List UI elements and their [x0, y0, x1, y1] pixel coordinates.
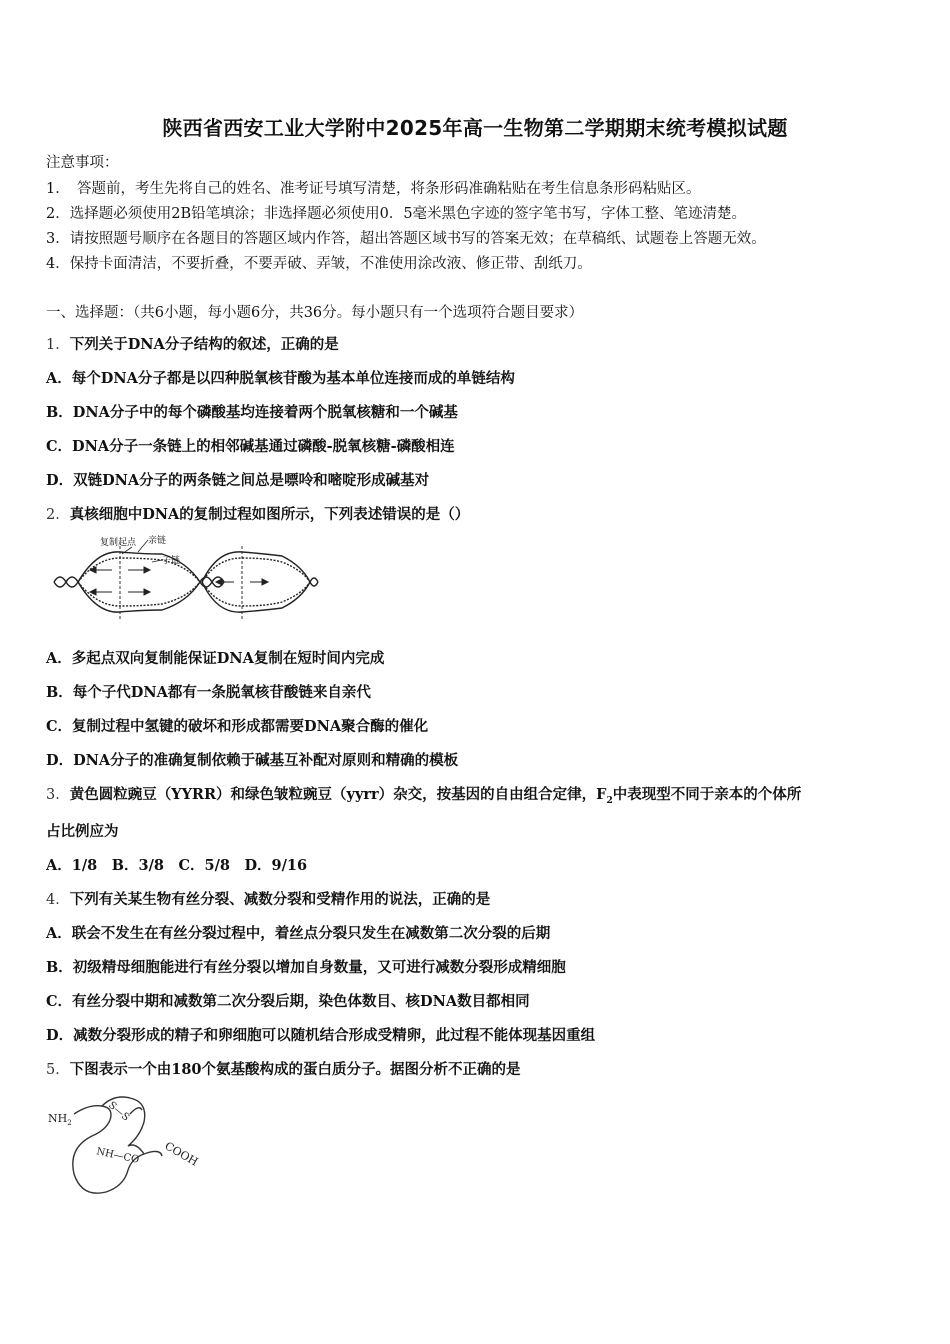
question-5-stem [46, 1058, 521, 1079]
option-d: D．双链DNA分子的两条链之间总是嘌呤和嘧啶形成碱基对 [46, 472, 430, 489]
question-text: 下图表示一个由180个氨基酸构成的蛋白质分子。据图分析不正确的是 [69, 1061, 521, 1078]
question-number: 3． [46, 787, 70, 803]
option-d: D．DNA分子的准确复制依赖于碱基互补配对原则和精确的模板 [46, 752, 459, 769]
page-title: 陕西省西安工业大学附中2025年高一生物第二学期期末统考模拟试题 [162, 116, 788, 140]
option-b: B．初级精母细胞能进行有丝分裂以增加自身数量，又可进行减数分裂形成精细胞 [46, 959, 566, 976]
question-3-stem [46, 783, 801, 806]
subscript: 2 [606, 795, 613, 806]
question-text: 中表现型不同于亲本的个体所 [612, 786, 802, 803]
cooh-label: COOH [162, 1139, 201, 1169]
option-a: A．多起点双向复制能保证DNA复制在短时间内完成 [46, 650, 385, 667]
question-text: 真核细胞中DNA的复制过程如图所示，下列表述错误的是（） [69, 506, 470, 523]
question-text: 黄色圆粒豌豆（YYRR）和绿色皱粒豌豆（yyrr）杂交，按基因的自由组合定律，F [69, 786, 607, 803]
question-3-stem-cont: 占比例应为 [46, 823, 119, 840]
disulfide-bond-label: S—S [106, 1099, 132, 1124]
question-number: 4． [46, 892, 70, 908]
question-2-stem [46, 503, 469, 524]
dna-replication-figure [52, 532, 322, 632]
figure-label-origin: 复制起点 [100, 538, 137, 548]
options-line: A．1/8 B．3/8 C．5/8 D．9/16 [46, 857, 308, 874]
protein-molecule-figure [44, 1092, 214, 1204]
question-1-stem [46, 333, 339, 354]
option-c: C．复制过程中氢键的破坏和形成都需要DNA聚合酶的催化 [46, 718, 429, 735]
question-number: 1． [46, 337, 70, 353]
notice-heading: 注意事项： [46, 155, 119, 171]
section-heading: 一、选择题：（共6小题，每小题6分，共36分。每小题只有一个选项符合题目要求） [46, 305, 584, 321]
option-b: B．每个子代DNA都有一条脱氧核苷酸链来自亲代 [46, 684, 371, 701]
peptide-bond-label: NH—CO [95, 1146, 141, 1166]
figure-label-parent-strand: 亲链 [148, 536, 167, 546]
question-text: 下列关于DNA分子结构的叙述，正确的是 [69, 336, 339, 353]
notice-item: 4．保持卡面清洁，不要折叠，不要弄破、弄皱，不准使用涂改液、修正带、刮纸刀。 [46, 256, 592, 272]
question-number: 5． [46, 1062, 70, 1078]
option-a: A．联会不发生在有丝分裂过程中，着丝点分裂只发生在减数第二次分裂的后期 [46, 925, 551, 942]
option-c: C．有丝分裂中期和减数第二次分裂后期，染色体数目、核DNA数目都相同 [46, 993, 530, 1010]
question-number: 2． [46, 507, 70, 523]
nh2-label: $NH_2$ [48, 1112, 72, 1127]
notice-item: 1． 答题前，考生先将自己的姓名、准考证号填写清楚，将条形码准确粘贴在考生信息条形码粘贴区。 [46, 181, 701, 197]
option-a: A．每个DNA分子都是以四种脱氧核苷酸为基本单位连接而成的单链结构 [46, 370, 515, 387]
notice-item: 3．请按照题号顺序在各题目的答题区域内作答，超出答题区域书写的答案无效；在草稿纸、试题卷上答题无效。 [46, 231, 766, 247]
option-b: B．DNA分子中的每个磷酸基均连接着两个脱氧核糖和一个碱基 [46, 404, 458, 421]
question-4-stem [46, 888, 490, 909]
option-c: C．DNA分子一条链上的相邻碱基通过磷酸-脱氧核糖-磷酸相连 [46, 438, 455, 455]
option-d: D．减数分裂形成的精子和卵细胞可以随机结合形成受精卵，此过程不能体现基因重组 [46, 1027, 596, 1044]
question-text: 下列有关某生物有丝分裂、减数分裂和受精作用的说法，正确的是 [69, 891, 491, 908]
figure-label-daughter-strand: 子链 [162, 556, 181, 566]
notice-item: 2．选择题必须使用2B铅笔填涂；非选择题必须使用0．5毫米黑色字迹的签字笔书写，字体工整、笔迹清楚。 [46, 206, 747, 222]
